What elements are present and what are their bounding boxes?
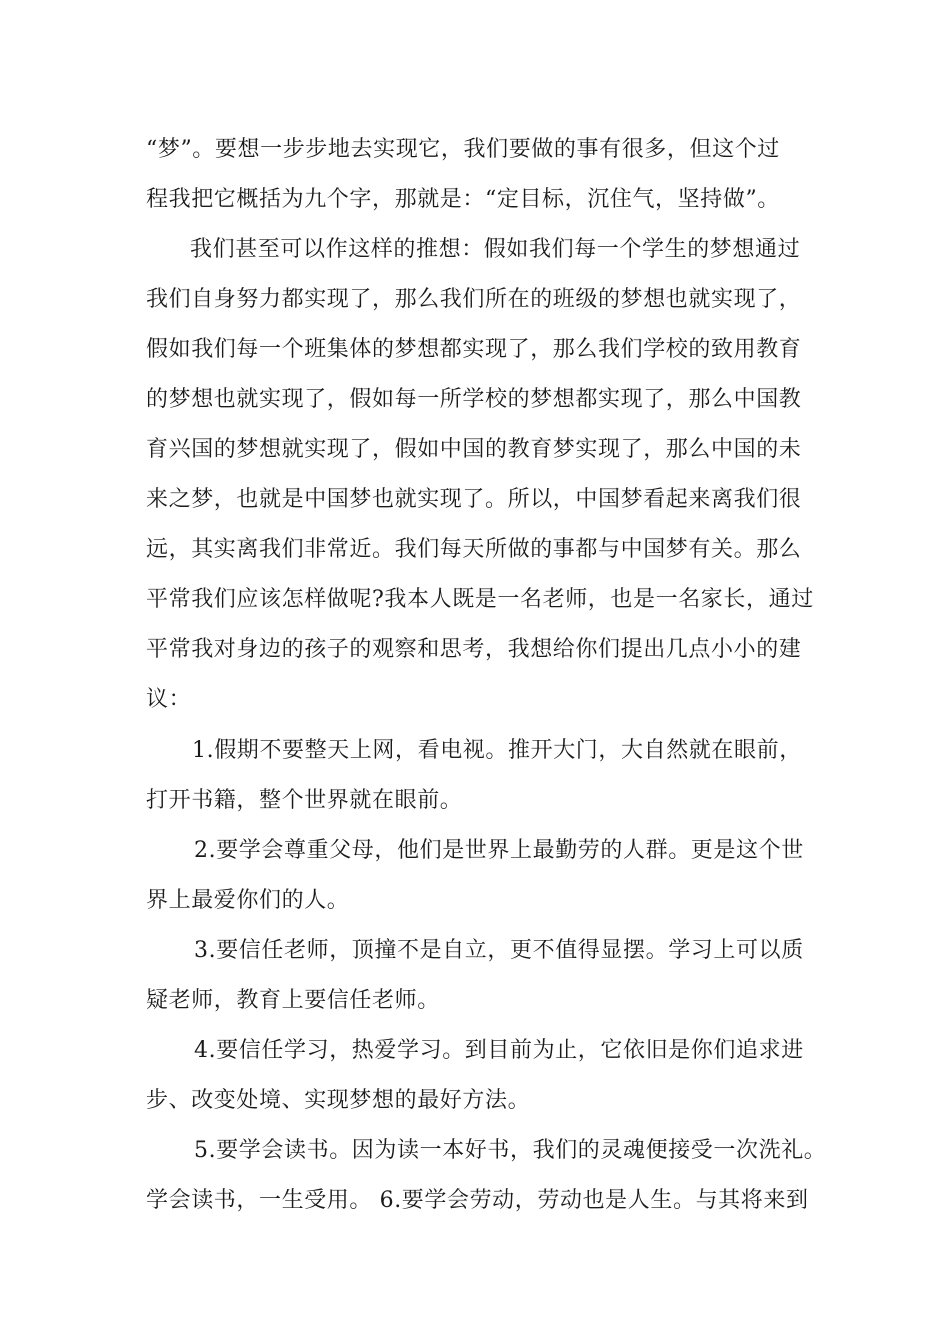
text-line: 界上最爱你们的人。 <box>146 888 350 913</box>
text-line: 我们自身努力都实现了，那么我们所在的班级的梦想也就实现了， <box>146 287 802 312</box>
text-line: 的梦想也就实现了，假如每一所学校的梦想都实现了，那么中国教 <box>146 387 802 412</box>
text-line: 4.要信任学习，热爱学习。到目前为止，它依旧是你们追求进 <box>194 1038 804 1063</box>
text-line: 育兴国的梦想就实现了，假如中国的教育梦实现了，那么中国的未 <box>146 437 802 462</box>
text-line: 3.要信任老师，顶撞不是自立，更不值得显摆。学习上可以质 <box>194 938 804 963</box>
text-line: 来之梦，也就是中国梦也就实现了。所以，中国梦看起来离我们很 <box>146 487 802 512</box>
text-line: 平常我对身边的孩子的观察和思考，我想给你们提出几点小小的建 <box>146 637 802 662</box>
text-line: 1.假期不要整天上网，看电视。推开大门，大自然就在眼前， <box>192 738 802 763</box>
text-line: 学会读书，一生受用。 6.要学会劳动，劳动也是人生。与其将来到 <box>146 1188 809 1213</box>
text-line: 平常我们应该怎样做呢?我本人既是一名老师，也是一名家长，通过 <box>146 587 814 612</box>
text-line: 程我把它概括为九个字，那就是：“定目标，沉住气，坚持做”。 <box>146 187 780 212</box>
text-line: 我们甚至可以作这样的推想：假如我们每一个学生的梦想通过 <box>190 237 801 262</box>
text-line: 议： <box>146 687 192 712</box>
text-line: 步、改变处境、实现梦想的最好方法。 <box>146 1088 531 1113</box>
text-line: “梦”。要想一步步地去实现它，我们要做的事有很多，但这个过 <box>146 137 780 162</box>
text-line: 打开书籍，整个世界就在眼前。 <box>146 788 463 813</box>
text-line: 疑老师，教育上要信任老师。 <box>146 988 440 1013</box>
text-line: 远，其实离我们非常近。我们每天所做的事都与中国梦有关。那么 <box>146 537 802 562</box>
text-line: 假如我们每一个班集体的梦想都实现了，那么我们学校的致用教育 <box>146 337 802 362</box>
text-line: 2.要学会尊重父母，他们是世界上最勤劳的人群。更是这个世 <box>194 838 804 863</box>
text-line: 5.要学会读书。因为读一本好书，我们的灵魂便接受一次洗礼。 <box>194 1138 827 1163</box>
